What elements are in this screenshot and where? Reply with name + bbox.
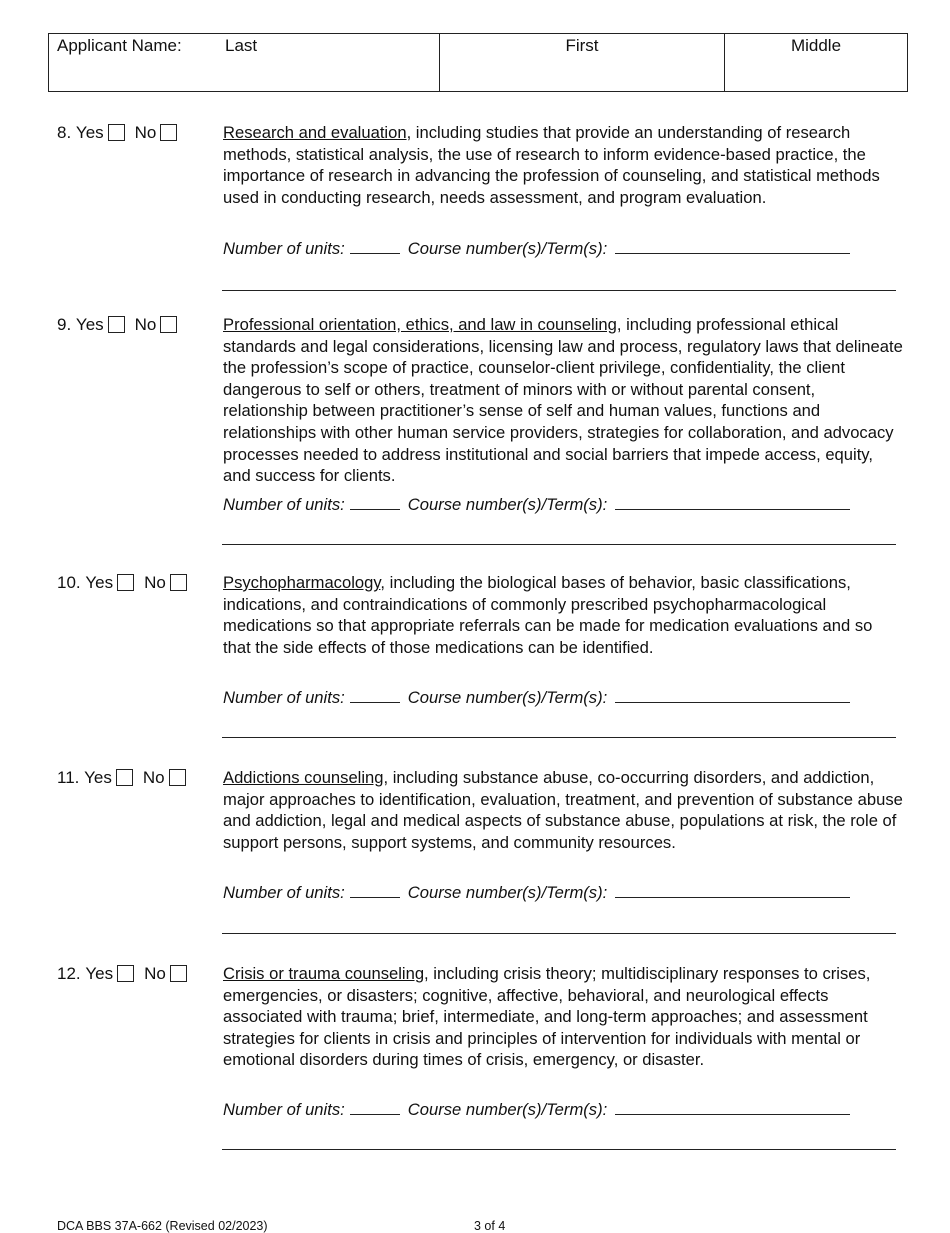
course-continuation-line[interactable] bbox=[222, 933, 896, 934]
last-name-label: Last bbox=[225, 36, 258, 55]
units-label: Number of units: bbox=[223, 239, 345, 258]
yes-label: Yes bbox=[85, 964, 114, 983]
units-field[interactable] bbox=[350, 495, 400, 510]
units-label: Number of units: bbox=[223, 495, 345, 514]
yes-no-group bbox=[57, 122, 177, 143]
yes-no-group bbox=[57, 963, 187, 984]
applicant-name-table bbox=[48, 33, 908, 92]
item-topic: Professional orientation, ethics, and law in counseling bbox=[223, 315, 617, 334]
course-continuation-line[interactable] bbox=[222, 290, 896, 291]
course-continuation-line[interactable] bbox=[222, 544, 896, 545]
last-name-cell[interactable] bbox=[49, 34, 440, 91]
item-description bbox=[223, 963, 903, 1071]
course-field[interactable] bbox=[615, 1100, 850, 1115]
course-field[interactable] bbox=[615, 495, 850, 510]
yes-checkbox[interactable] bbox=[117, 574, 134, 591]
page-number: 3 of 4 bbox=[474, 1219, 506, 1233]
no-label: No bbox=[144, 573, 166, 592]
item-description bbox=[223, 122, 903, 208]
item-number: 8. bbox=[57, 123, 72, 142]
yes-checkbox[interactable] bbox=[116, 769, 133, 786]
course-label: Course number(s)/Term(s): bbox=[407, 239, 608, 258]
yes-label: Yes bbox=[85, 573, 114, 592]
no-checkbox[interactable] bbox=[160, 316, 177, 333]
item-description bbox=[223, 314, 903, 487]
item-number: 11. bbox=[57, 768, 80, 787]
no-label: No bbox=[144, 964, 166, 983]
yes-label: Yes bbox=[75, 123, 104, 142]
units-line bbox=[223, 239, 850, 259]
no-checkbox[interactable] bbox=[170, 965, 187, 982]
item-description bbox=[223, 767, 903, 853]
middle-name-cell[interactable] bbox=[725, 34, 907, 91]
units-line bbox=[223, 688, 850, 708]
item-text: , including crisis theory; multidisciplinary responses to crises, emergencies, or disasters; cognitive, affective, behavioral, and neurological effects associated with trauma; brief, intermediate, and long-term approaches; and assessment strategies for clients in crisis and principles of intervention for individuals with mental or emotional disorders during times of crisis, emergency, or disaster. bbox=[223, 964, 871, 1070]
no-label: No bbox=[142, 768, 165, 787]
item-text: , including substance abuse, co-occurring disorders, and addiction, major approaches to identification, evaluation, treatment, and prevention of substance abuse and addiction, legal and medical aspects of substance abuse, populations at risk, the role of support persons, support systems, and community resources. bbox=[223, 768, 903, 852]
yes-label: Yes bbox=[75, 315, 104, 334]
yes-checkbox[interactable] bbox=[108, 124, 125, 141]
item-number: 10. bbox=[57, 573, 81, 592]
item-topic: Addictions counseling bbox=[223, 768, 384, 787]
course-field[interactable] bbox=[615, 883, 850, 898]
applicant-name-label: Applicant Name: bbox=[57, 36, 182, 55]
item-description bbox=[223, 572, 903, 658]
yes-no-group bbox=[57, 572, 187, 593]
course-label: Course number(s)/Term(s): bbox=[407, 688, 608, 707]
first-name-label: First bbox=[565, 36, 599, 55]
course-label: Course number(s)/Term(s): bbox=[407, 495, 608, 514]
units-field[interactable] bbox=[350, 883, 400, 898]
middle-name-label: Middle bbox=[790, 36, 842, 55]
item-text: , including studies that provide an understanding of research methods, statistical analysis, the use of research to inform evidence-based practice, the importance of research in advancing the profession of counseling, and statistical methods used in conducting research, needs assessment, and program evaluation. bbox=[223, 123, 880, 207]
no-checkbox[interactable] bbox=[160, 124, 177, 141]
item-text: , including professional ethical standards and legal considerations, licensing law and process, regulatory laws that delineate the profession’s scope of practice, counselor-client privilege, confidentiality, the client dangerous to self or others, treatment of minors with or without parental consent, relationship between practitioner’s sense of self and human values, functions and relationships with other human service providers, strategies for collaboration, and advocacy processes needed to address institutional and social barriers that impede access, equity, and success for clients. bbox=[223, 315, 903, 486]
course-field[interactable] bbox=[615, 239, 850, 254]
units-field[interactable] bbox=[350, 239, 400, 254]
yes-checkbox[interactable] bbox=[117, 965, 134, 982]
units-field[interactable] bbox=[350, 1100, 400, 1115]
yes-checkbox[interactable] bbox=[108, 316, 125, 333]
item-number: 9. bbox=[57, 315, 72, 334]
item-text: , including the biological bases of behavior, basic classifications, indications, and contraindications of commonly prescribed psychopharmacological medications so that appropriate referrals can be made for medication evaluations and so that the side effects of those medications can be identified. bbox=[223, 573, 873, 657]
item-topic: Psychopharmacology bbox=[223, 573, 381, 592]
item-topic: Research and evaluation bbox=[223, 123, 407, 142]
item-number: 12. bbox=[57, 964, 81, 983]
first-name-cell[interactable] bbox=[440, 34, 725, 91]
no-label: No bbox=[134, 315, 157, 334]
units-line bbox=[223, 495, 850, 515]
yes-no-group bbox=[57, 314, 177, 335]
units-label: Number of units: bbox=[223, 883, 345, 902]
units-field[interactable] bbox=[350, 688, 400, 703]
no-label: No bbox=[134, 123, 157, 142]
course-field[interactable] bbox=[615, 688, 850, 703]
units-label: Number of units: bbox=[223, 688, 345, 707]
course-continuation-line[interactable] bbox=[222, 737, 896, 738]
form-id: DCA BBS 37A-662 (Revised 02/2023) bbox=[57, 1219, 268, 1233]
course-continuation-line[interactable] bbox=[222, 1149, 896, 1150]
units-label: Number of units: bbox=[223, 1100, 345, 1119]
course-label: Course number(s)/Term(s): bbox=[407, 883, 608, 902]
yes-no-group bbox=[57, 767, 186, 788]
no-checkbox[interactable] bbox=[170, 574, 187, 591]
units-line bbox=[223, 1100, 850, 1120]
units-line bbox=[223, 883, 850, 903]
item-topic: Crisis or trauma counseling bbox=[223, 964, 425, 983]
no-checkbox[interactable] bbox=[169, 769, 186, 786]
course-label: Course number(s)/Term(s): bbox=[407, 1100, 608, 1119]
yes-label: Yes bbox=[84, 768, 112, 787]
